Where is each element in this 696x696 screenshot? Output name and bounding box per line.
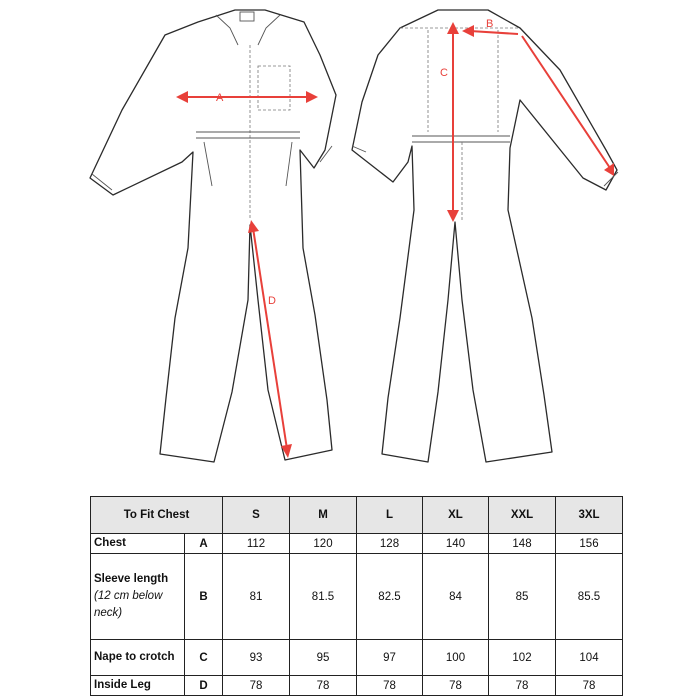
table-cell: 104 [556,640,623,676]
coverall-front-view [90,10,336,462]
size-chart-table [90,496,623,696]
table-cell: 93 [223,640,290,676]
measurement-arrow-d [248,220,292,458]
row-code-b: B [185,554,223,640]
row-code-d: D [185,676,223,696]
measurement-arrow-b [462,18,614,176]
header-size-m: M [290,497,357,534]
table-cell: 82.5 [357,554,423,640]
row-code-a: A [185,534,223,554]
table-cell: 97 [357,640,423,676]
row-label-inside-leg: Inside Leg [91,676,185,696]
front-outline [90,10,336,462]
row-code-c: C [185,640,223,676]
table-cell: 140 [423,534,489,554]
row-label-chest: Chest [91,534,185,554]
table-row-inside-leg [91,676,623,696]
table-cell: 81 [223,554,290,640]
row-label-nape-to-crotch: Nape to crotch [91,640,185,676]
table-cell: 148 [489,534,556,554]
table-cell: 102 [489,640,556,676]
row-label-sleeve-length: Sleeve length (12 cm below neck) [91,554,185,640]
table-cell: 78 [357,676,423,696]
header-size-xxl: XXL [489,497,556,534]
arrow-c-label: C [440,67,448,79]
table-cell: 78 [556,676,623,696]
table-cell: 81.5 [290,554,357,640]
header-size-3xl: 3XL [556,497,623,534]
header-size-xl: XL [423,497,489,534]
back-cuffs [352,146,618,186]
collar-label [240,12,254,21]
front-side-pockets [204,142,292,186]
table-cell: 95 [290,640,357,676]
measurement-arrow-a [176,91,318,104]
header-size-s: S [223,497,290,534]
table-cell: 156 [556,534,623,554]
table-cell: 78 [489,676,556,696]
front-waist-seam [196,132,300,138]
arrow-d-label: D [268,295,276,307]
back-waist-band [412,136,510,142]
front-collar [216,15,280,45]
table-cell: 100 [423,640,489,676]
table-cell: 85.5 [556,554,623,640]
chest-pocket [258,66,290,110]
table-cell: 78 [223,676,290,696]
table-cell: 78 [290,676,357,696]
table-cell: 85 [489,554,556,640]
measurement-arrow-c [440,22,459,222]
table-cell: 128 [357,534,423,554]
header-to-fit-chest: To Fit Chest [91,497,223,534]
table-cell: 120 [290,534,357,554]
table-row-chest [91,534,623,554]
arrow-b-label: B [486,18,494,30]
table-row-sleeve-length [91,554,623,640]
table-cell: 84 [423,554,489,640]
arrow-a-label: A [216,92,224,104]
front-cuffs [92,146,332,190]
back-outline [352,10,617,462]
back-yoke [400,28,520,132]
table-row-nape-to-crotch [91,640,623,676]
table-cell: 112 [223,534,290,554]
header-size-l: L [357,497,423,534]
table-cell: 78 [423,676,489,696]
sleeve-length-note: (12 cm below neck) [94,590,163,619]
coverall-back-view [352,10,618,462]
table-header-row [91,497,623,534]
